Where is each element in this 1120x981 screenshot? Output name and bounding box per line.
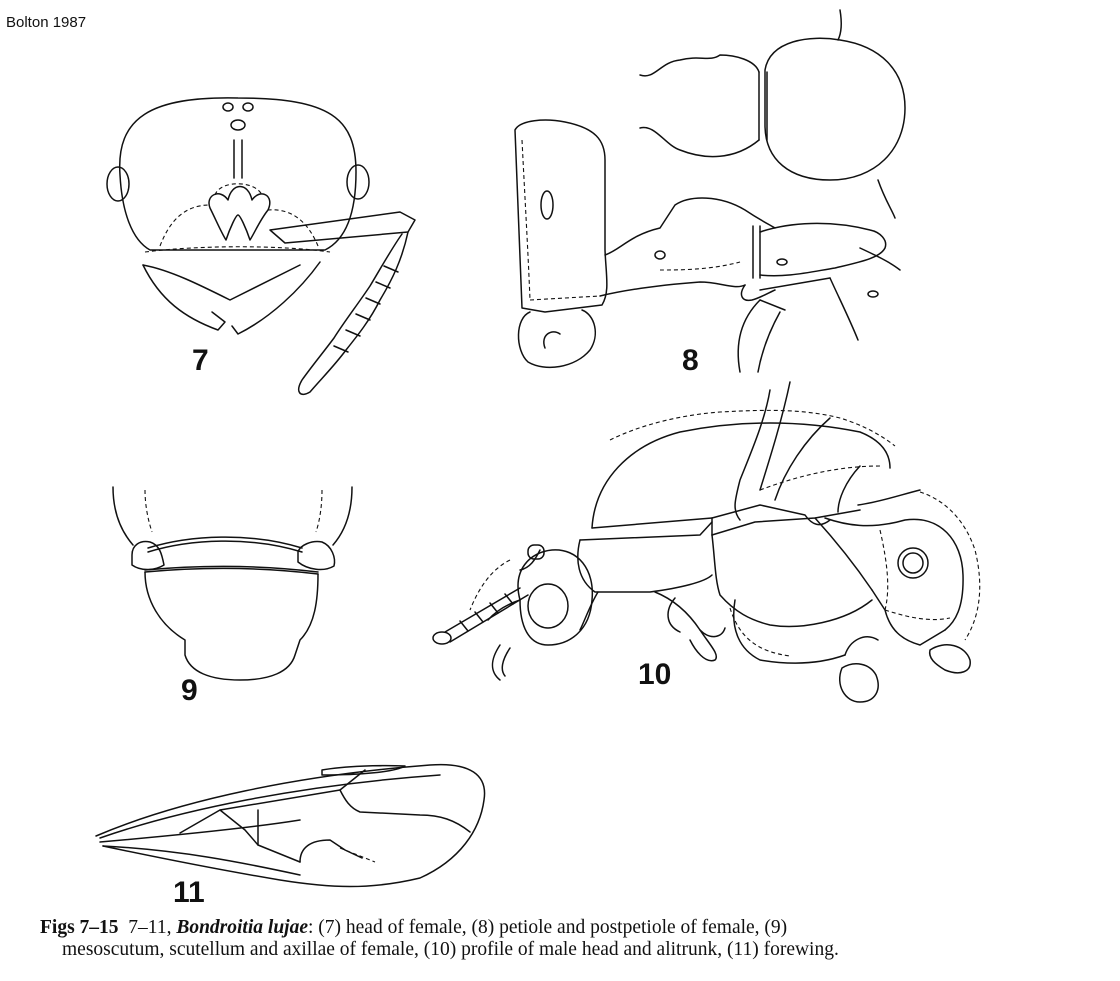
fig8-number: 8 xyxy=(682,344,699,377)
caption-label: Figs 7–15 xyxy=(40,917,119,938)
fig7-number: 7 xyxy=(192,344,209,377)
caption-species: Bondroitia lujae xyxy=(176,917,308,938)
figure-caption xyxy=(40,917,1106,961)
fig7-head-drawing xyxy=(107,98,415,394)
caption-line1: : (7) head of female, (8) petiole and postpetiole of female, (9) xyxy=(307,917,788,938)
caption-line2: mesoscutum, scutellum and axillae of female, (10) profile of male head and alitrunk, (11) forewing. xyxy=(62,939,839,960)
source-note: Bolton 1987 xyxy=(6,14,87,31)
fig9-number: 9 xyxy=(181,674,198,707)
fig9-mesoscutum-drawing xyxy=(113,487,352,680)
fig8-petiole-drawing xyxy=(515,10,905,372)
fig11-number: 11 xyxy=(173,876,205,909)
fig11-forewing-drawing xyxy=(96,765,485,887)
fig10-number: 10 xyxy=(638,658,672,691)
fig10-profile-drawing xyxy=(433,382,980,702)
caption-range: 7–11, xyxy=(128,917,172,938)
